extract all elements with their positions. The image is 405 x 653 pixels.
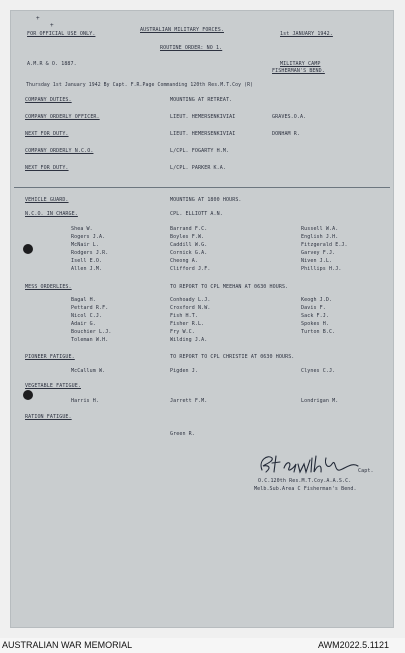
reference: A.M.R & O. 1887. xyxy=(27,61,77,67)
signature-line1: O.C.120th Res.M.T.Coy.A.A.S.C. xyxy=(258,478,352,484)
section-label: PIONEER FATIGUE. xyxy=(25,354,75,360)
date: 1st JANUARY 1942. xyxy=(280,31,333,37)
name: Sack F.J. xyxy=(301,313,329,319)
name: Conhoady L.J. xyxy=(170,297,211,303)
name: Fish H.T. xyxy=(170,313,198,319)
name: Spokes H. xyxy=(301,321,329,327)
section-label: RATION FATIGUE. xyxy=(25,414,72,420)
name: Adair G. xyxy=(71,321,96,327)
nco-label: N.C.O. IN CHARGE. xyxy=(25,211,78,217)
name: McCallum W. xyxy=(71,368,106,374)
duty-value: L/CPL. FOGARTY H.M. xyxy=(170,148,230,154)
name: Pigden J. xyxy=(170,368,198,374)
duty-value: LIEUT. HEMERSENKIVIAI xyxy=(170,114,236,120)
footer-id: AWM2022.5.1121 xyxy=(318,640,390,650)
name: English J.H. xyxy=(301,234,339,240)
duty-value: L/CPL. PARKER K.A. xyxy=(170,165,226,171)
name: Pettard R.F. xyxy=(71,305,109,311)
duty-value: MOUNTING AT RETREAT. xyxy=(170,97,233,103)
name: Clynes C.J. xyxy=(301,368,336,374)
name: Barrand F.C. xyxy=(170,226,208,232)
handwritten-signature xyxy=(254,450,364,478)
camp-line2: FISHERMAN'S BEND. xyxy=(272,68,325,74)
name: Jarrett F.M. xyxy=(170,398,208,404)
organisation: AUSTRALIAN MILITARY FORCES. xyxy=(140,27,224,33)
name: Bagal H. xyxy=(71,297,96,303)
duty-label: NEXT FOR DUTY. xyxy=(25,131,69,137)
name: Caddill W.G. xyxy=(170,242,208,248)
name: McNair L. xyxy=(71,242,99,248)
issued-by: Thursday 1st January 1942 By Capt. F.R.Page Commanding 120th Res.M.T.Coy (R) xyxy=(26,83,254,88)
name: Russell W.A. xyxy=(301,226,339,232)
section-label: VEGETABLE FATIGUE. xyxy=(25,383,81,389)
corner-mark: + xyxy=(36,15,40,22)
duty-extra: DONHAM R. xyxy=(272,131,300,137)
name: Toleman W.H. xyxy=(71,337,109,343)
duty-label: COMPANY DUTIES. xyxy=(25,97,72,103)
name: Green R. xyxy=(170,431,195,437)
name: Rodgers J.R. xyxy=(71,250,109,256)
signature-line2: Melb.Sub.Area C Fisherman's Bend. xyxy=(254,486,357,492)
name: Clifford J.F. xyxy=(170,266,211,272)
footer xyxy=(0,638,405,653)
divider xyxy=(14,187,390,188)
name: Garvey F.J. xyxy=(301,250,336,256)
name: Wilding J.A. xyxy=(170,337,208,343)
name: Londrigan M. xyxy=(301,398,339,404)
punch-hole xyxy=(23,390,33,400)
name: Nicol C.J. xyxy=(71,313,103,319)
name: Fisher R.L. xyxy=(170,321,205,327)
duty-label: COMPANY ORDERLY OFFICER. xyxy=(25,114,100,120)
name: Keogh J.D. xyxy=(301,297,333,303)
duty-label: NEXT FOR DUTY. xyxy=(25,165,69,171)
name: Fry W.C. xyxy=(170,329,195,335)
name: Davis F. xyxy=(301,305,326,311)
name: Bouchier L.J. xyxy=(71,329,112,335)
footer-source: AUSTRALIAN WAR MEMORIAL xyxy=(2,640,133,650)
name: Turton B.C. xyxy=(301,329,336,335)
signature-rank: Capt. xyxy=(358,468,374,474)
name: Cheong A. xyxy=(170,258,198,264)
section-label: VEHICLE GUARD. xyxy=(25,197,69,203)
section-value: TO REPORT TO CPL CHRISTIE AT 0630 HOURS. xyxy=(170,354,295,360)
corner-mark: + xyxy=(50,22,54,29)
nco-value: CPL. ELLIOTT A.N. xyxy=(170,211,223,217)
name: Boyles F.W. xyxy=(170,234,205,240)
section-label: MESS ORDERLIES. xyxy=(25,284,72,290)
name: Cornick G.A. xyxy=(170,250,208,256)
name: Phillips H.J. xyxy=(301,266,342,272)
duty-label: COMPANY ORDERLY N.C.O. xyxy=(25,148,94,154)
duty-value: LIEUT. HEMERSENKIVIAI xyxy=(170,131,236,137)
punch-hole xyxy=(23,244,33,254)
name: Croxford N.W. xyxy=(170,305,211,311)
name: Fitzgerald E.J. xyxy=(301,242,348,248)
name: Rogers J.A. xyxy=(71,234,106,240)
document-page xyxy=(10,10,394,628)
section-value: MOUNTING AT 1800 HOURS. xyxy=(170,197,242,203)
camp-line1: MILITARY CAMP xyxy=(280,61,321,67)
name: Harris H. xyxy=(71,398,99,404)
classification: FOR OFFICIAL USE ONLY. xyxy=(27,31,96,37)
name: Isell E.O. xyxy=(71,258,103,264)
duty-extra: GRAVES.O.A. xyxy=(272,114,307,120)
section-value: TO REPORT TO CPL MEEHAN AT 0630 HOURS. xyxy=(170,284,289,290)
name: Shea W. xyxy=(71,226,93,232)
routine-order: ROUTINE ORDER: NO 1. xyxy=(160,45,223,51)
name: Allen J.M. xyxy=(71,266,103,272)
name: Niven J.L. xyxy=(301,258,333,264)
